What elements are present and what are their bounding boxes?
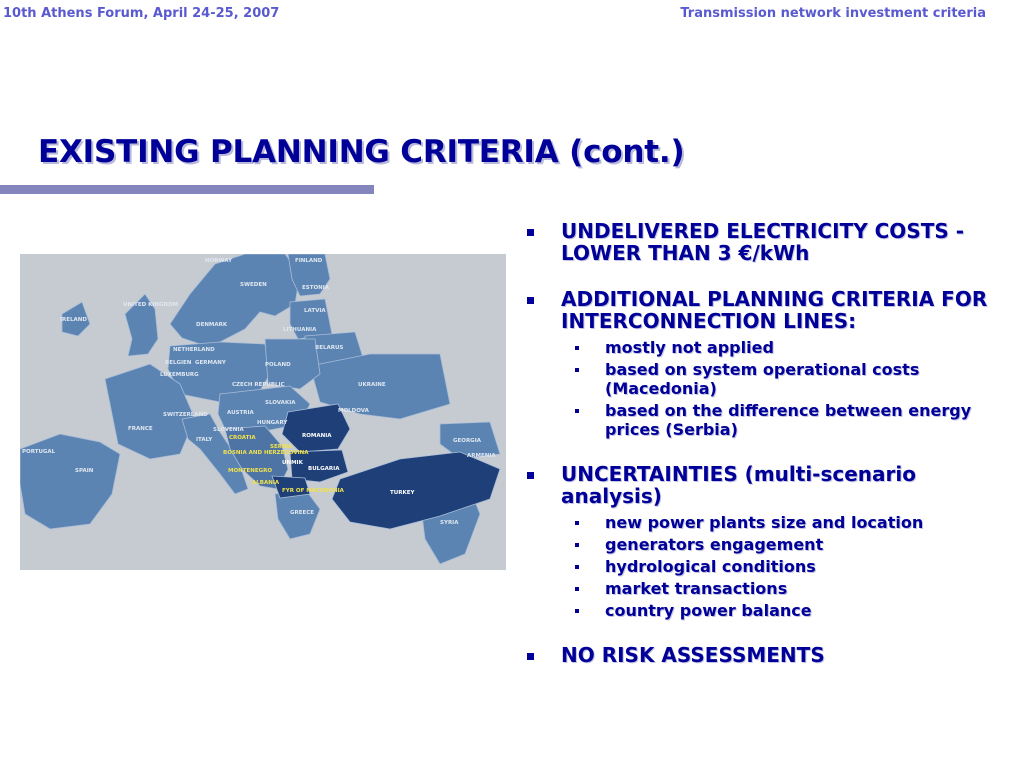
map-label-ireland: IRELAND (60, 317, 87, 323)
map-label-montenegro: MONTENEGRO (228, 468, 273, 474)
map-label-syria: SYRIA (440, 520, 459, 526)
map-label-germany: GERMANY (195, 360, 226, 366)
map-label-norway: NORWAY (205, 258, 233, 264)
map-label-slovakia: SLOVAKIA (265, 400, 296, 406)
map-label-portugal: PORTUGAL (22, 449, 56, 455)
europe-map-graphic (20, 254, 506, 570)
map-label-netherland: NETHERLAND (173, 347, 215, 353)
header-topic-title: Transmission network investment criteria (680, 6, 986, 21)
map-region-baltics (290, 299, 332, 339)
bullet-text: UNCERTAINTIES (multi-scenario analysis) (561, 462, 916, 508)
map-label-latvia: LATVIA (304, 308, 326, 314)
map-label-turkey: TURKEY (390, 490, 415, 496)
bullet-uncertainties (524, 463, 1004, 620)
map-label-greece: GREECE (290, 510, 315, 516)
sub-bullet: based on the difference between energy prices (Serbia) (561, 401, 1004, 439)
map-label-bulgaria: BULGARIA (308, 466, 340, 472)
map-label-spain: SPAIN (75, 468, 94, 474)
slide-title: EXISTING PLANNING CRITERIA (cont.) (38, 134, 685, 170)
map-label-france: FRANCE (128, 426, 153, 432)
bullet-no-risk (524, 644, 1004, 666)
map-label-sweden: SWEDEN (240, 282, 267, 288)
title-underline-bar (0, 185, 374, 194)
map-label-belgien: BELGIEN (165, 360, 192, 366)
map-label-romania: ROMANIA (302, 433, 332, 439)
sub-bullet: mostly not applied (561, 338, 1004, 357)
map-label-albania: ALBANIA (252, 480, 280, 486)
bullet-text: NO RISK ASSESSMENTS (561, 643, 825, 667)
map-label-slovenia: SLOVENIA (213, 427, 244, 433)
map-label-unmik: UNMIK (282, 460, 303, 466)
map-label-armenia: ARMENIA (467, 453, 496, 459)
sub-bullet: market transactions (561, 579, 1004, 598)
sub-bullet: new power plants size and location (561, 513, 1004, 532)
sub-bullet: hydrological conditions (561, 557, 1004, 576)
header-event-title: 10th Athens Forum, April 24-25, 2007 (3, 6, 280, 21)
map-region-scandinavia (170, 254, 300, 344)
map-label-belarus: BELARUS (315, 345, 344, 351)
sub-bullet: country power balance (561, 601, 1004, 620)
map-label-lithuania: LITHUANIA (283, 327, 317, 333)
europe-map (20, 254, 506, 570)
map-label-italy: ITALY (196, 437, 213, 443)
map-label-luxemburg: LUXEMBURG (160, 372, 199, 378)
map-label-bosnia: BOSNIA AND HERZEGOVINA (223, 450, 309, 456)
map-label-hungary: HUNGARY (257, 420, 288, 426)
map-label-uk: UNITED KINGDOM (123, 302, 179, 308)
sub-bullet-list (561, 513, 1004, 620)
bullet-additional-criteria (524, 288, 1004, 439)
bullet-text: ADDITIONAL PLANNING CRITERIA FOR INTERCONNECTION LINES: (561, 287, 988, 333)
map-label-austria: AUSTRIA (227, 410, 254, 416)
bullet-list (524, 220, 1004, 690)
bullet-undelivered-costs (524, 220, 1004, 264)
bullet-text: UNDELIVERED ELECTRICITY COSTS - LOWER THAN 3 €/kWh (561, 219, 965, 265)
sub-bullet: based on system operational costs (Macedonia) (561, 360, 1004, 398)
map-label-poland: POLAND (265, 362, 291, 368)
map-label-switzerland: SWITZERLAND (163, 412, 208, 418)
map-label-serbia: SERBIA (270, 444, 293, 450)
map-label-estonia: ESTONIA (302, 285, 330, 291)
map-label-macedonia: FYR OF MACEDONIA (282, 488, 344, 494)
sub-bullet-list (561, 338, 1004, 439)
map-label-denmark: DENMARK (196, 322, 228, 328)
map-label-georgia: GEORGIA (453, 438, 481, 444)
map-label-ukraine: UKRAINE (358, 382, 386, 388)
sub-bullet: generators engagement (561, 535, 1004, 554)
map-label-moldova: MOLDOVA (338, 408, 369, 414)
map-label-croatia: CROATIA (229, 435, 256, 441)
map-label-finland: FINLAND (295, 258, 323, 264)
map-label-czech: CZECH REPUBLIC (232, 382, 285, 388)
